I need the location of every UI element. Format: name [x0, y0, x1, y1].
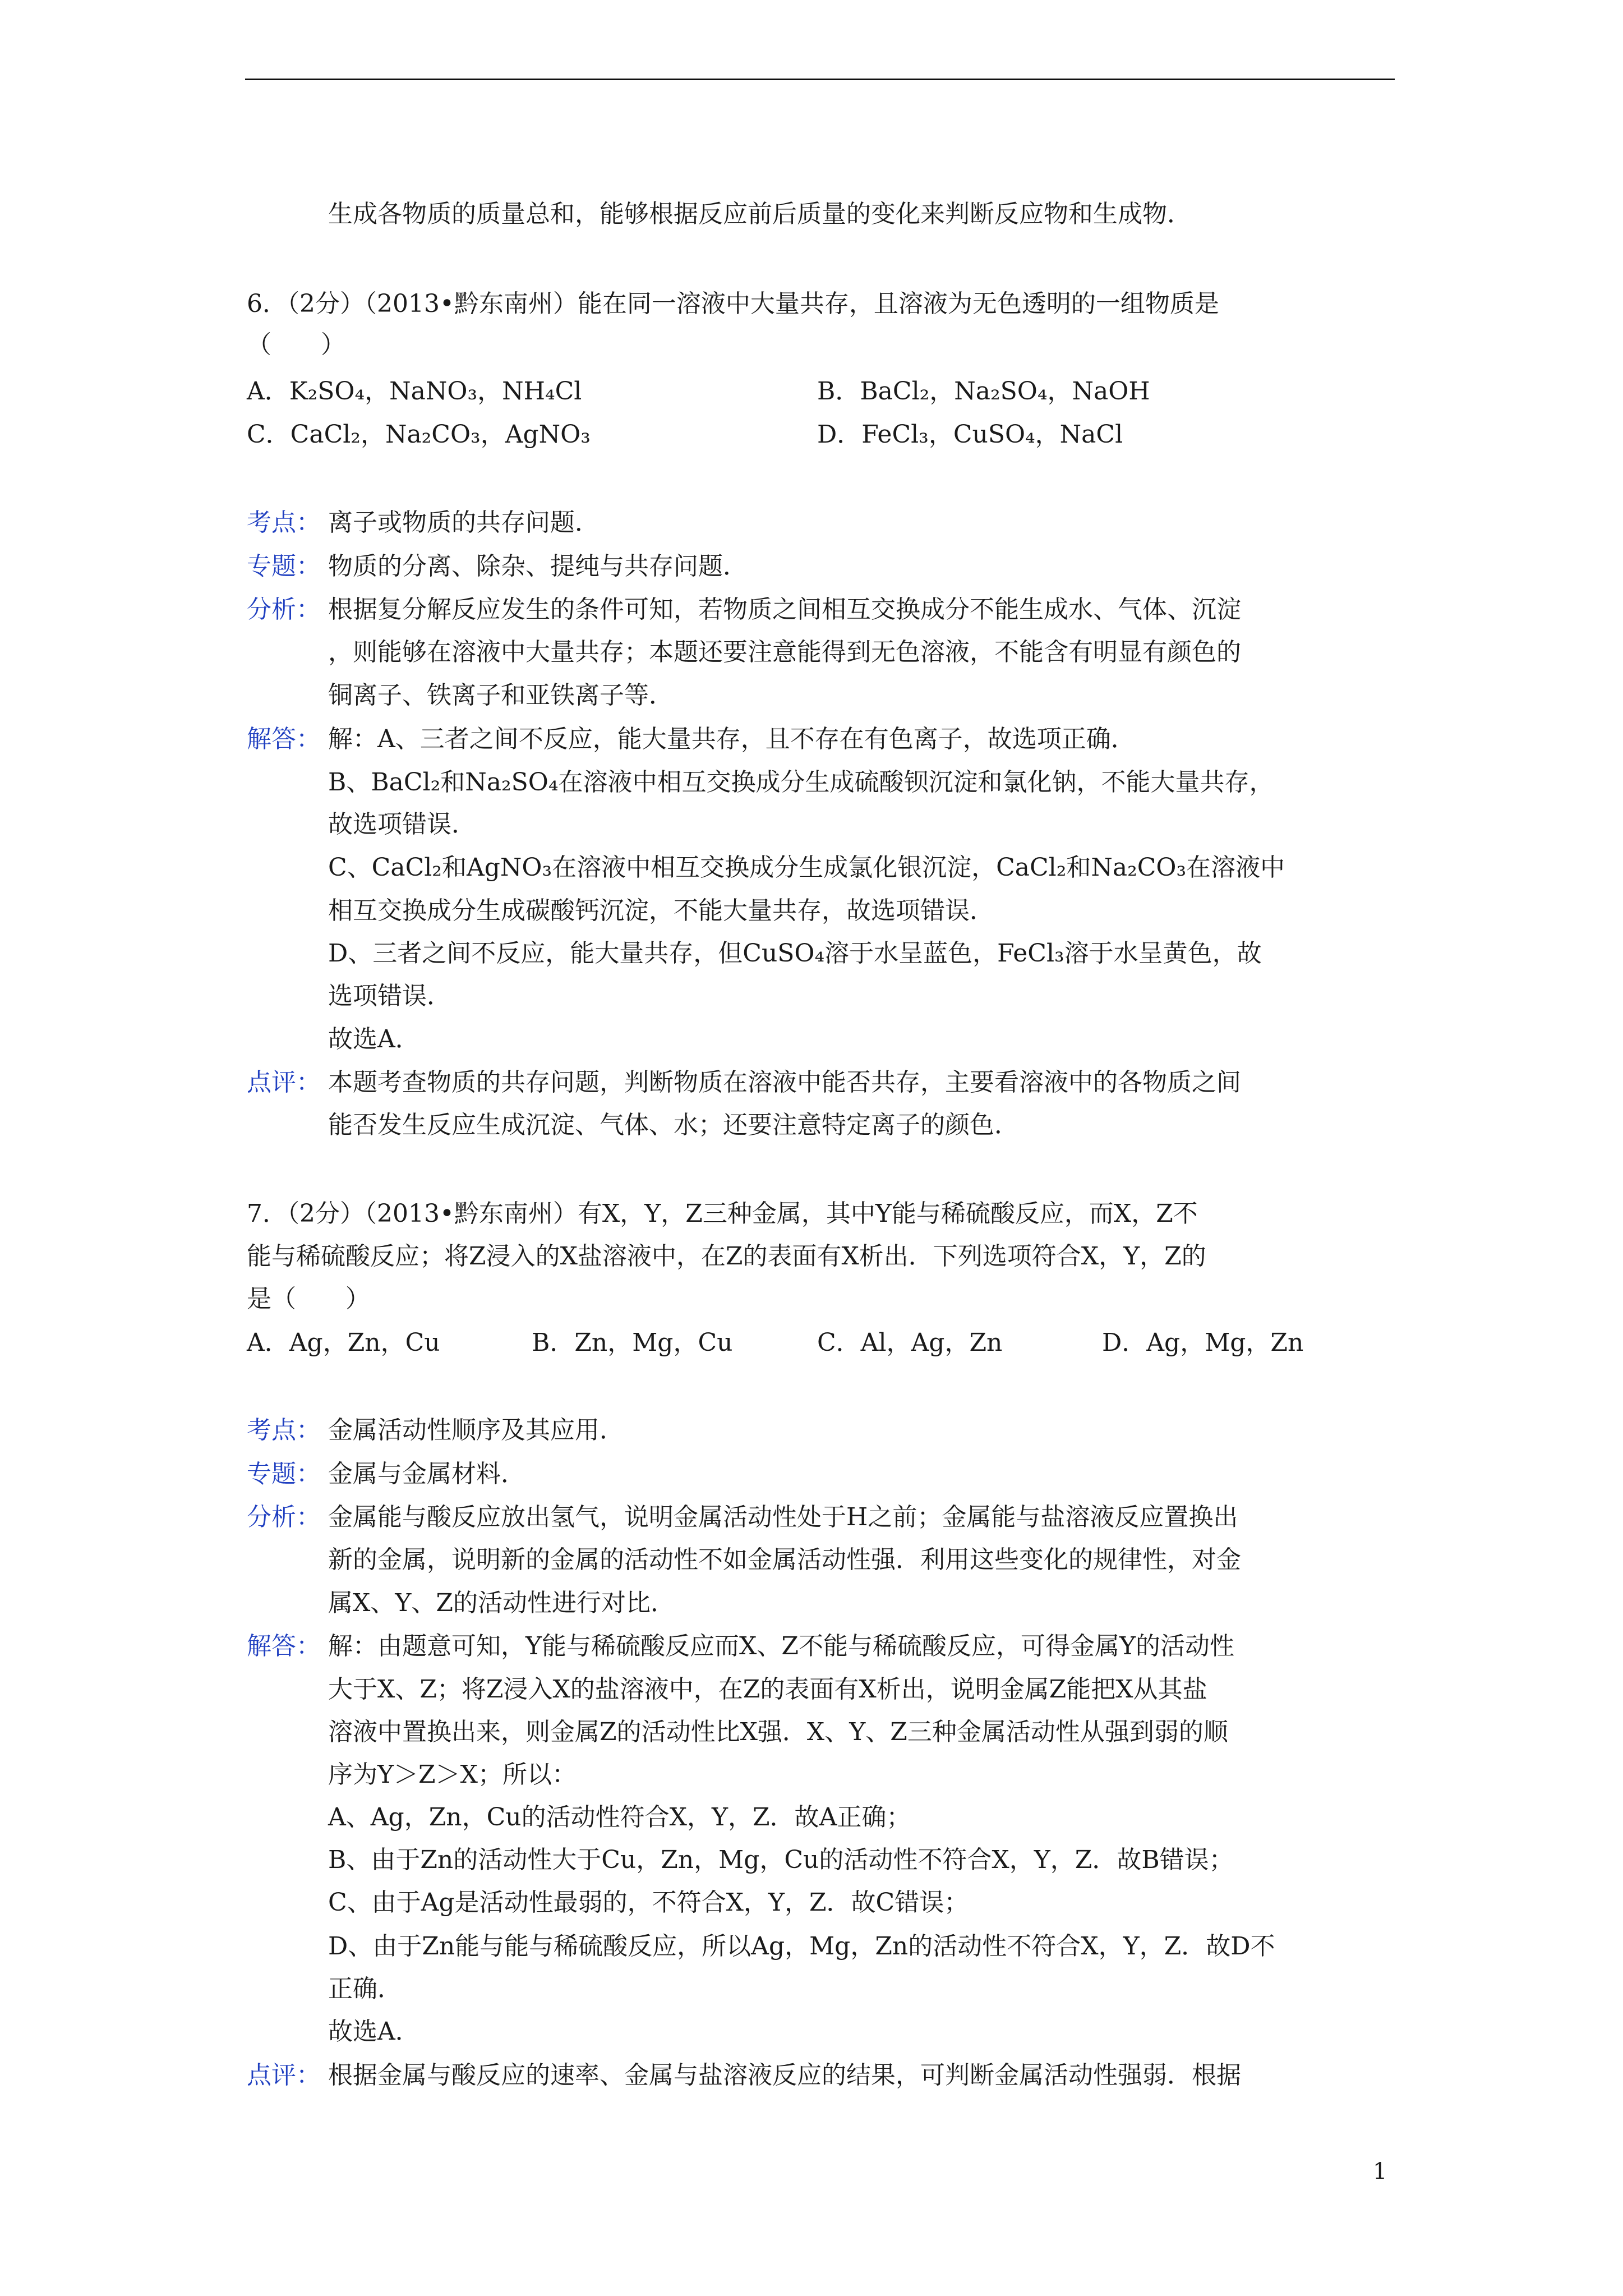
q7-jieda-line: B、由于Zn的活动性大于Cu，Zn，Mg，Cu的活动性不符合X，Y，Z．故B错误； [328, 1846, 1234, 1874]
q7-dianping-line: 根据金属与酸反应的速率、金属与盐溶液反应的结果，可判断金属活动性强弱．根据 [328, 2061, 1241, 2090]
q6-dianping-line: 本题考查物质的共存问题，判断物质在溶液中能否共存，主要看溶液中的各物质之间 [328, 1068, 1241, 1097]
q6-jieda-line: B、BaCl₂和Na₂SO₄在溶液中相互交换成分生成硫酸钡沉淀和氯化钠，不能大量共存， [328, 768, 1274, 797]
label-dianping: 点评： [247, 1068, 321, 1097]
label-kaodian: 考点： [247, 508, 321, 537]
q7-fenxi-line: 属X、Y、Z的活动性进行对比． [328, 1589, 675, 1617]
q7-fenxi-line: 金属能与酸反应放出氢气，说明金属活动性处于H之前；金属能与盐溶液反应置换出 [328, 1503, 1238, 1531]
q7-jieda-line: A、Ag，Zn，Cu的活动性符合X，Y，Z．故A正确； [328, 1803, 911, 1832]
q6-option-b: B．BaCl₂，Na₂SO₄，NaOH [817, 377, 1150, 406]
q6-fenxi-line: ，则能够在溶液中大量共存；本题还要注意能得到无色溶液，不能含有明显有颜色的 [328, 638, 1241, 666]
q6-dianping-line: 能否发生反应生成沉淀、气体、水；还要注意特定离子的颜色． [328, 1111, 1019, 1139]
label-zhuanti: 专题： [247, 552, 321, 581]
q6-jieda-line: 选项错误． [328, 982, 451, 1010]
q7-kaodian-text: 金属活动性顺序及其应用． [328, 1416, 624, 1444]
q6-jieda-line: 故选A． [328, 1025, 420, 1053]
q6-option-c: C．CaCl₂，Na₂CO₃，AgNO₃ [247, 420, 591, 449]
q6-jieda-line: D、三者之间不反应，能大量共存，但CuSO₄溶于水呈蓝色，FeCl₃溶于水呈黄色，故 [328, 939, 1262, 968]
question-7-stem: 7．（2分）（2013•黔东南州）有X，Y，Z三种金属，其中Y能与稀硫酸反应，而X，Z不 [247, 1199, 1198, 1228]
question-6-stem: 6．（2分）（2013•黔东南州）能在同一溶液中大量共存，且溶液为无色透明的一组物质是 [247, 289, 1219, 318]
q7-jieda-line: 正确． [328, 1975, 402, 2003]
q6-kaodian-text: 离子或物质的共存问题． [328, 508, 600, 537]
label-jieda: 解答： [247, 725, 321, 753]
q7-fenxi-line: 新的金属，说明新的金属的活动性不如金属活动性强．利用这些变化的规律性，对金 [328, 1545, 1241, 1574]
q7-jieda-line: 大于X、Z；将Z浸入X的盐溶液中，在Z的表面有X析出，说明金属Z能把X从其盐 [328, 1675, 1207, 1704]
q7-option-b: B．Zn，Mg，Cu [532, 1328, 733, 1357]
q6-fenxi-line: 根据复分解反应发生的条件可知，若物质之间相互交换成分不能生成水、气体、沉淀 [328, 595, 1241, 624]
label-dianping: 点评： [247, 2061, 321, 2090]
label-kaodian: 考点： [247, 1416, 321, 1444]
question-6-blank: （ ） [247, 330, 345, 359]
q7-jieda-line: 解：由题意可知，Y能与稀硫酸反应而X、Z不能与稀硫酸反应，可得金属Y的活动性 [328, 1632, 1234, 1660]
q6-jieda-line: 相互交换成分生成碳酸钙沉淀，不能大量共存，故选项错误． [328, 896, 994, 925]
q6-fenxi-line: 铜离子、铁离子和亚铁离子等． [328, 681, 674, 710]
q7-jieda-line: 溶液中置换出来，则金属Z的活动性比X强．X、Y、Z三种金属活动性从强到弱的顺 [328, 1718, 1228, 1746]
q7-jieda-line: 故选A． [328, 2017, 420, 2046]
page-number: 1 [1373, 2159, 1387, 2184]
header-rule [245, 79, 1395, 80]
question-7-stem: 是（ ） [247, 1285, 370, 1313]
q7-jieda-line: D、由于Zn能与能与稀硫酸反应，所以Ag，Mg，Zn的活动性不符合X，Y，Z．故D不 [328, 1932, 1275, 1961]
q6-jieda-line: 故选项错误． [328, 810, 476, 839]
label-fenxi: 分析： [247, 595, 321, 624]
q6-jieda-line: 解：A、三者之间不反应，能大量共存，且不存在有色离子，故选项正确． [328, 725, 1136, 753]
q6-zhuanti-text: 物质的分离、除杂、提纯与共存问题． [328, 552, 748, 581]
q6-jieda-line: C、CaCl₂和AgNO₃在溶液中相互交换成分生成氯化银沉淀，CaCl₂和Na₂CO₃在溶液中 [328, 853, 1285, 882]
label-zhuanti: 专题： [247, 1460, 321, 1488]
text-line: 生成各物质的质量总和，能够根据反应前后质量的变化来判断反应物和生成物． [328, 200, 1192, 228]
label-jieda: 解答： [247, 1632, 321, 1660]
q7-option-a: A．Ag，Zn，Cu [247, 1328, 440, 1357]
q6-option-a: A．K₂SO₄，NaNO₃，NH₄Cl [247, 377, 582, 406]
q7-jieda-line: 序为Y＞Z＞X；所以： [328, 1760, 577, 1789]
q7-zhuanti-text: 金属与金属材料． [328, 1460, 525, 1488]
q7-option-d: D．Ag，Mg，Zn [1102, 1328, 1304, 1357]
label-fenxi: 分析： [247, 1503, 321, 1531]
q7-jieda-line: C、由于Ag是活动性最弱的，不符合X，Y，Z．故C错误； [328, 1888, 969, 1917]
q6-option-d: D．FeCl₃，CuSO₄，NaCl [817, 420, 1123, 449]
question-7-stem: 能与稀硫酸反应；将Z浸入的X盐溶液中，在Z的表面有X析出．下列选项符合X，Y，Z的 [247, 1242, 1206, 1271]
q7-option-c: C．Al，Ag，Zn [817, 1328, 1003, 1357]
